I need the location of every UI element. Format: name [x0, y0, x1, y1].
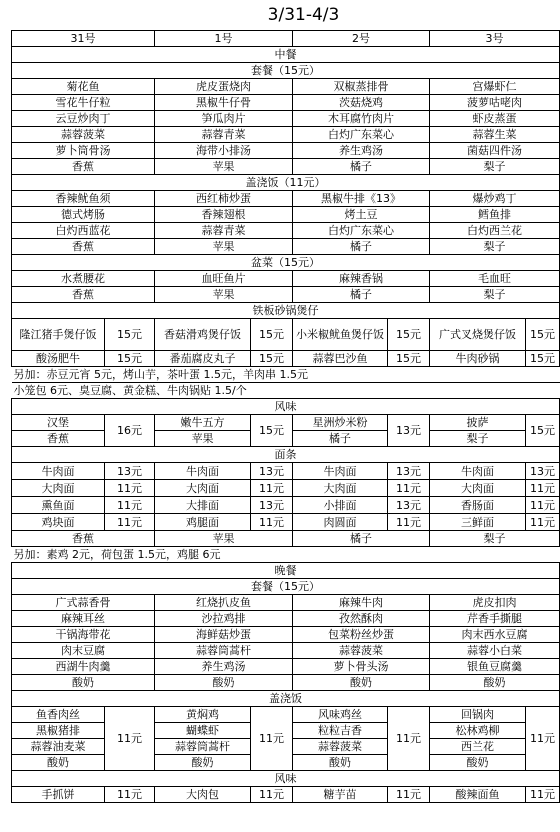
noodle-name: 牛肉面 — [155, 463, 251, 480]
lunch-set-cell: 宫爆虾仁 — [430, 79, 560, 95]
lunch-pot-cell: 水煮腰花 — [12, 271, 155, 287]
lunch-set-cell: 黑椒牛仔骨 — [155, 95, 293, 111]
claypot-name: 香菇滑鸡煲仔饭 — [155, 319, 251, 351]
dinner-set-cell: 孜然酥肉 — [293, 611, 430, 627]
lunch-rice-cell: 白灼广东菜心 — [293, 223, 430, 239]
noodle-name: 大肉面 — [12, 480, 105, 497]
dinner-snack-price: 11元 — [388, 787, 430, 803]
section-subheading: 风味 — [12, 771, 560, 787]
noodle-name: 鸡块面 — [12, 514, 105, 531]
noodle-name: 牛肉面 — [430, 463, 526, 480]
dinner-rice-item: 回锅肉 — [430, 707, 526, 723]
dinner-set-cell: 包菜粉丝炒蛋 — [293, 627, 430, 643]
dinner-rice-item: 酸奶 — [12, 755, 105, 771]
dinner-snack-price: 11元 — [105, 787, 155, 803]
dinner-rice-item: 酸奶 — [293, 755, 388, 771]
dinner-set-cell: 养生鸡汤 — [155, 659, 293, 675]
lunch-pot-cell: 苹果 — [155, 287, 293, 303]
day-header: 3号 — [430, 31, 560, 47]
note-text: 小笼包 6元、臭豆腐、黄金糕、牛肉锅贴 1.5/个 — [12, 383, 560, 399]
fruit-cell: 苹果 — [155, 431, 251, 447]
dinner-snack-price: 11元 — [526, 787, 560, 803]
lunch-set-cell: 蒜蓉菠菜 — [12, 127, 155, 143]
lunch-pot-cell: 梨子 — [430, 287, 560, 303]
day-header: 1号 — [155, 31, 293, 47]
lunch-rice-cell: 蒜蓉青菜 — [155, 223, 293, 239]
lunch-rice-cell: 香辣鱿鱼须 — [12, 191, 155, 207]
section-subheading: 铁板砂锅煲仔 — [12, 303, 560, 319]
dinner-set-cell: 麻辣牛肉 — [293, 595, 430, 611]
day-header: 31号 — [12, 31, 155, 47]
noodle-price: 11元 — [251, 480, 293, 497]
lunch-rice-cell: 橘子 — [293, 239, 430, 255]
lunch-set-cell: 虎皮蛋烧肉 — [155, 79, 293, 95]
noodle-price: 13元 — [251, 497, 293, 514]
dinner-set-cell: 沙拉鸡排 — [155, 611, 293, 627]
dinner-rice-price: 11元 — [526, 707, 560, 771]
lunch-set-cell: 木耳腐竹肉片 — [293, 111, 430, 127]
dinner-set-cell: 芹香手撕腿 — [430, 611, 560, 627]
dinner-snack-name: 糖芋苗 — [293, 787, 388, 803]
dinner-rice-price: 11元 — [105, 707, 155, 771]
lunch-rice-cell: 香辣翅根 — [155, 207, 293, 223]
dinner-rice-item: 西兰花 — [430, 739, 526, 755]
dinner-set-cell: 肉末豆腐 — [12, 643, 155, 659]
menu-table — [11, 30, 560, 803]
claypot-price: 15元 — [388, 319, 430, 351]
lunch-set-cell: 白灼广东菜心 — [293, 127, 430, 143]
noodle-name: 牛肉面 — [12, 463, 105, 480]
section-subheading: 套餐（15元） — [12, 579, 560, 595]
fruit-cell: 橘子 — [293, 431, 388, 447]
dinner-rice-item: 酸奶 — [155, 755, 251, 771]
snack-name: 嫩牛五方 — [155, 415, 251, 431]
section-subheading: 盖浇饭（11元） — [12, 175, 560, 191]
noodle-name: 大肉面 — [293, 480, 388, 497]
lunch-rice-cell: 苹果 — [155, 239, 293, 255]
dinner-rice-item: 黑椒猪排 — [12, 723, 105, 739]
fruit-cell: 梨子 — [430, 431, 526, 447]
claypot-price: 15元 — [526, 319, 560, 351]
noodle-price: 11元 — [526, 480, 560, 497]
claypot-name: 牛肉砂锅 — [430, 351, 526, 367]
dinner-set-cell: 蒜蓉小白菜 — [430, 643, 560, 659]
dinner-set-cell: 酸奶 — [155, 675, 293, 691]
noodle-name: 三鲜面 — [430, 514, 526, 531]
dinner-set-cell: 酸奶 — [293, 675, 430, 691]
dinner-set-cell: 西湖牛肉羹 — [12, 659, 155, 675]
dinner-set-cell: 红烧扒皮鱼 — [155, 595, 293, 611]
noodle-price: 11元 — [105, 480, 155, 497]
lunch-set-cell: 笋瓜肉片 — [155, 111, 293, 127]
claypot-name: 隆江猪手煲仔饭 — [12, 319, 105, 351]
lunch-rice-cell: 黑椒牛排《13》 — [293, 191, 430, 207]
lunch-rice-cell: 爆炒鸡丁 — [430, 191, 560, 207]
lunch-pot-cell: 橘子 — [293, 287, 430, 303]
snack-name: 星洲炒米粉 — [293, 415, 388, 431]
lunch-set-cell: 云豆炒肉丁 — [12, 111, 155, 127]
fruit-cell: 苹果 — [155, 531, 293, 547]
dinner-set-cell: 萝卜骨头汤 — [293, 659, 430, 675]
noodle-name: 熏鱼面 — [12, 497, 105, 514]
dinner-rice-item: 蒜蓉菠菜 — [293, 739, 388, 755]
dinner-rice-item: 蒜蓉油麦菜 — [12, 739, 105, 755]
dinner-snack-price: 11元 — [251, 787, 293, 803]
snack-price: 15元 — [251, 415, 293, 447]
snack-price: 16元 — [105, 415, 155, 447]
claypot-price: 15元 — [251, 351, 293, 367]
dinner-rice-item: 蒜蓉筒蒿杆 — [155, 739, 251, 755]
lunch-set-cell: 雪花牛仔粒 — [12, 95, 155, 111]
lunch-rice-cell: 西红柿炒蛋 — [155, 191, 293, 207]
noodle-price: 13元 — [388, 497, 430, 514]
claypot-price: 15元 — [251, 319, 293, 351]
section-subheading: 盖浇饭 — [12, 691, 560, 707]
lunch-set-cell: 双椒蒸排骨 — [293, 79, 430, 95]
section-subheading: 风味 — [12, 399, 560, 415]
lunch-set-cell: 蒜蓉生菜 — [430, 127, 560, 143]
lunch-rice-cell: 烤土豆 — [293, 207, 430, 223]
section-subheading: 盆菜（15元） — [12, 255, 560, 271]
lunch-set-cell: 梨子 — [430, 159, 560, 175]
lunch-set-cell: 蒜蓉青菜 — [155, 127, 293, 143]
noodle-price: 13元 — [105, 463, 155, 480]
lunch-set-cell: 苹果 — [155, 159, 293, 175]
dinner-set-cell: 肉末西水豆腐 — [430, 627, 560, 643]
claypot-name: 广式叉烧煲仔饭 — [430, 319, 526, 351]
noodle-name: 鸡腿面 — [155, 514, 251, 531]
noodle-name: 肉圆面 — [293, 514, 388, 531]
section-subheading: 套餐（15元） — [12, 63, 560, 79]
noodle-price: 13元 — [251, 463, 293, 480]
noodle-price: 11元 — [251, 514, 293, 531]
section-heading: 中餐 — [12, 47, 560, 63]
dinner-rice-item: 蝴蝶虾 — [155, 723, 251, 739]
lunch-set-cell: 茨菇烧鸡 — [293, 95, 430, 111]
dinner-set-cell: 虎皮扣肉 — [430, 595, 560, 611]
dinner-rice-price: 11元 — [388, 707, 430, 771]
noodle-price: 13元 — [388, 463, 430, 480]
lunch-set-cell: 萝卜筒骨汤 — [12, 143, 155, 159]
snack-price: 13元 — [388, 415, 430, 447]
noodle-name: 小排面 — [293, 497, 388, 514]
dinner-rice-item: 粒粒吉香 — [293, 723, 388, 739]
lunch-rice-cell: 香蕉 — [12, 239, 155, 255]
dinner-rice-item: 鱼香肉丝 — [12, 707, 105, 723]
fruit-cell: 梨子 — [430, 531, 560, 547]
snack-name: 披萨 — [430, 415, 526, 431]
snack-price: 15元 — [526, 415, 560, 447]
note-text: 另加：赤豆元宵 5元，烤山芋，茶叶蛋 1.5元，羊肉串 1.5元 — [12, 367, 560, 383]
dinner-set-cell: 蒜蓉菠菜 — [293, 643, 430, 659]
fruit-cell: 香蕉 — [12, 531, 155, 547]
fruit-cell: 橘子 — [293, 531, 430, 547]
dinner-set-cell: 酸奶 — [430, 675, 560, 691]
snack-name: 汉堡 — [12, 415, 105, 431]
noodle-name: 大肉面 — [430, 480, 526, 497]
lunch-pot-cell: 麻辣香锅 — [293, 271, 430, 287]
noodle-name: 牛肉面 — [293, 463, 388, 480]
dinner-set-cell: 麻辣耳丝 — [12, 611, 155, 627]
dinner-set-cell: 海鲜菇炒蛋 — [155, 627, 293, 643]
dinner-rice-item: 松林鸡柳 — [430, 723, 526, 739]
noodle-name: 大排面 — [155, 497, 251, 514]
claypot-name: 小米椒鱿鱼煲仔饭 — [293, 319, 388, 351]
lunch-pot-cell: 血旺鱼片 — [155, 271, 293, 287]
lunch-rice-cell: 白灼西兰花 — [430, 223, 560, 239]
lunch-set-cell: 橘子 — [293, 159, 430, 175]
note-text: 另加：素鸡 2元，荷包蛋 1.5元，鸡腿 6元 — [12, 547, 560, 563]
day-header: 2号 — [293, 31, 430, 47]
dinner-set-cell: 蒜蓉筒蒿杆 — [155, 643, 293, 659]
lunch-set-cell: 菠萝咕咾肉 — [430, 95, 560, 111]
noodle-price: 13元 — [526, 463, 560, 480]
dinner-snack-name: 手抓饼 — [12, 787, 105, 803]
dinner-snack-name: 酸辣面鱼 — [430, 787, 526, 803]
lunch-set-cell: 养生鸡汤 — [293, 143, 430, 159]
claypot-price: 15元 — [526, 351, 560, 367]
noodle-name: 香肠面 — [430, 497, 526, 514]
noodle-name: 大肉面 — [155, 480, 251, 497]
noodle-price: 11元 — [105, 497, 155, 514]
lunch-pot-cell: 香蕉 — [12, 287, 155, 303]
lunch-set-cell: 菌菇四件汤 — [430, 143, 560, 159]
lunch-set-cell: 菊花鱼 — [12, 79, 155, 95]
lunch-rice-cell: 鳕鱼排 — [430, 207, 560, 223]
noodle-price: 11元 — [105, 514, 155, 531]
section-subheading: 面条 — [12, 447, 560, 463]
page-title: 3/31-4/3 — [267, 5, 340, 25]
dinner-set-cell: 银鱼豆腐羹 — [430, 659, 560, 675]
lunch-set-cell: 香蕉 — [12, 159, 155, 175]
dinner-rice-price: 11元 — [251, 707, 293, 771]
claypot-price: 15元 — [105, 351, 155, 367]
noodle-price: 11元 — [526, 497, 560, 514]
noodle-price: 11元 — [388, 480, 430, 497]
lunch-set-cell: 海带小排汤 — [155, 143, 293, 159]
claypot-name: 番茄腐皮丸子 — [155, 351, 251, 367]
claypot-price: 15元 — [388, 351, 430, 367]
lunch-set-cell: 虾皮蒸蛋 — [430, 111, 560, 127]
dinner-rice-item: 酸奶 — [430, 755, 526, 771]
lunch-rice-cell: 德式烤肠 — [12, 207, 155, 223]
lunch-rice-cell: 梨子 — [430, 239, 560, 255]
noodle-price: 11元 — [526, 514, 560, 531]
claypot-name: 酸汤肥牛 — [12, 351, 105, 367]
dinner-rice-item: 黄焖鸡 — [155, 707, 251, 723]
dinner-set-cell: 广式蒜香骨 — [12, 595, 155, 611]
dinner-set-cell: 酸奶 — [12, 675, 155, 691]
claypot-name: 蒜蓉巴沙鱼 — [293, 351, 388, 367]
section-heading: 晚餐 — [12, 563, 560, 579]
fruit-cell: 香蕉 — [12, 431, 105, 447]
lunch-pot-cell: 毛血旺 — [430, 271, 560, 287]
dinner-rice-item: 风味鸡丝 — [293, 707, 388, 723]
dinner-set-cell: 干锅海带花 — [12, 627, 155, 643]
noodle-price: 11元 — [388, 514, 430, 531]
claypot-price: 15元 — [105, 319, 155, 351]
dinner-snack-name: 大肉包 — [155, 787, 251, 803]
lunch-rice-cell: 白灼西蓝花 — [12, 223, 155, 239]
